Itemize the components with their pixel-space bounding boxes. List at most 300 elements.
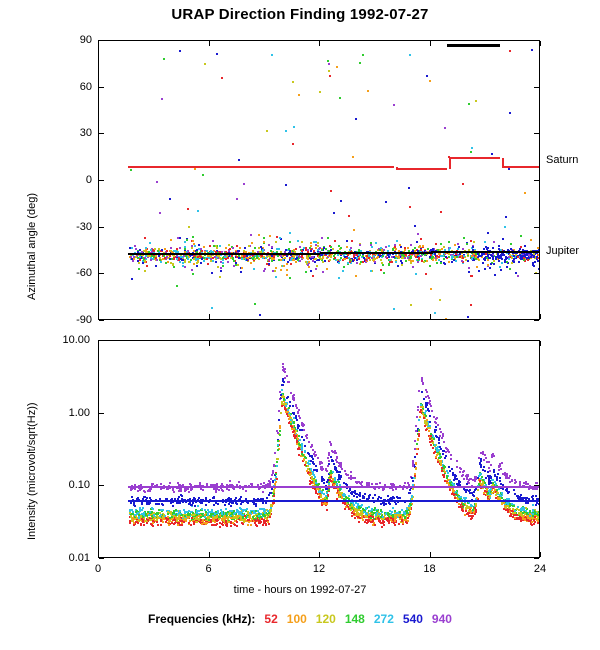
data-point — [359, 62, 361, 64]
data-point — [340, 200, 342, 202]
data-point — [307, 249, 309, 251]
data-point — [532, 264, 534, 266]
data-point — [226, 255, 228, 257]
data-point — [508, 256, 510, 258]
data-point — [330, 256, 332, 258]
data-point — [508, 477, 510, 479]
data-point — [409, 206, 411, 208]
data-point — [371, 257, 373, 259]
data-point — [238, 257, 240, 259]
data-point — [361, 504, 363, 506]
data-point — [236, 198, 238, 200]
data-point — [423, 398, 425, 400]
data-point — [135, 248, 137, 250]
data-point — [202, 174, 204, 176]
data-point — [348, 215, 350, 217]
data-point — [361, 481, 363, 483]
data-point — [355, 118, 357, 120]
data-point — [220, 270, 222, 272]
data-point — [193, 258, 195, 260]
data-point — [536, 482, 538, 484]
reference-curve-saturn — [449, 157, 501, 159]
data-point — [488, 467, 490, 469]
data-point — [210, 256, 212, 258]
data-point — [512, 260, 514, 262]
data-point — [490, 263, 492, 265]
data-point — [201, 258, 203, 260]
data-point — [313, 241, 315, 243]
data-point — [190, 524, 192, 526]
azimuth-y-axis-title: Azimuthal angle (deg) — [26, 192, 38, 300]
data-point — [446, 470, 448, 472]
data-point — [205, 497, 207, 499]
data-point — [380, 269, 382, 271]
data-point — [477, 258, 479, 260]
jupiter-label: Jupiter — [546, 245, 580, 257]
y-tick-label: -30 — [76, 220, 92, 233]
data-point — [489, 257, 491, 259]
data-point — [228, 244, 230, 246]
data-point — [193, 263, 195, 265]
data-point — [509, 50, 511, 52]
data-point — [426, 75, 428, 77]
data-point — [484, 257, 486, 259]
data-point — [389, 261, 391, 263]
data-point — [240, 271, 242, 273]
y-tick-label: 60 — [79, 80, 92, 93]
data-point — [216, 247, 218, 249]
y-tick-label: -60 — [76, 267, 92, 280]
data-point — [279, 237, 281, 239]
data-point — [191, 247, 193, 249]
data-point — [146, 265, 148, 267]
intensity-panel — [98, 340, 540, 558]
data-point — [478, 270, 480, 272]
data-point — [493, 263, 495, 265]
data-point — [144, 237, 146, 239]
data-point — [301, 256, 303, 258]
data-point — [241, 258, 243, 260]
data-point — [165, 262, 167, 264]
data-point — [467, 260, 469, 262]
data-point — [200, 502, 202, 504]
data-point — [181, 524, 183, 526]
data-point — [438, 253, 440, 255]
data-point — [425, 389, 427, 391]
data-point — [383, 272, 385, 274]
data-point — [326, 268, 328, 270]
data-point — [272, 270, 274, 272]
data-point — [467, 316, 469, 318]
data-point — [298, 415, 300, 417]
data-point — [221, 77, 223, 79]
data-point — [299, 260, 301, 262]
reference-curve-jupiter — [320, 252, 431, 254]
data-point — [268, 263, 270, 265]
data-point — [283, 381, 285, 383]
data-point — [298, 94, 300, 96]
data-point — [502, 238, 504, 240]
y-tick — [534, 87, 539, 88]
y-tick — [534, 273, 539, 274]
data-point — [338, 245, 340, 247]
data-point — [207, 263, 209, 265]
data-point — [484, 241, 486, 243]
data-point — [256, 257, 258, 259]
data-point — [420, 249, 422, 251]
data-point — [250, 234, 252, 236]
x-tick — [319, 314, 320, 319]
data-point — [471, 258, 473, 260]
data-point — [420, 255, 422, 257]
data-point — [409, 54, 411, 56]
data-point — [505, 256, 507, 258]
data-point — [399, 511, 401, 513]
data-point — [310, 446, 312, 448]
data-point — [468, 267, 470, 269]
data-point — [346, 257, 348, 259]
data-point — [193, 243, 195, 245]
data-point — [177, 237, 179, 239]
data-point — [438, 449, 440, 451]
data-point — [517, 506, 519, 508]
data-point — [396, 240, 398, 242]
data-point — [235, 264, 237, 266]
data-point — [305, 271, 307, 273]
data-point — [307, 264, 309, 266]
data-point — [429, 265, 431, 267]
data-point — [426, 260, 428, 262]
data-point — [401, 264, 403, 266]
data-point — [530, 253, 532, 255]
data-point — [327, 465, 329, 467]
data-point — [538, 254, 539, 256]
data-point — [423, 261, 425, 263]
data-point — [435, 257, 437, 259]
data-point — [339, 97, 341, 99]
data-point — [130, 169, 132, 171]
data-point — [514, 482, 516, 484]
data-point — [407, 247, 409, 249]
data-point — [533, 256, 535, 258]
data-point — [219, 522, 221, 524]
data-point — [161, 98, 163, 100]
data-point — [466, 243, 468, 245]
data-point — [530, 239, 532, 241]
data-point — [308, 266, 310, 268]
data-point — [412, 260, 414, 262]
data-point — [417, 406, 419, 408]
data-point — [212, 260, 214, 262]
data-point — [370, 270, 372, 272]
data-point — [359, 244, 361, 246]
data-point — [430, 288, 432, 290]
y-tick — [534, 133, 539, 134]
data-point — [156, 521, 158, 523]
data-point — [270, 250, 272, 252]
data-point — [463, 237, 465, 239]
data-point — [385, 201, 387, 203]
data-point — [246, 259, 248, 261]
data-point — [381, 262, 383, 264]
data-point — [211, 272, 213, 274]
data-point — [273, 258, 275, 260]
data-point — [315, 491, 317, 493]
data-point — [375, 242, 377, 244]
data-point — [417, 250, 419, 252]
data-point — [355, 275, 357, 277]
data-point — [250, 262, 252, 264]
data-point — [254, 303, 256, 305]
data-point — [322, 271, 324, 273]
data-point — [328, 260, 330, 262]
data-point — [282, 259, 284, 261]
data-point — [204, 63, 206, 65]
data-point — [509, 268, 511, 270]
data-point — [131, 247, 133, 249]
data-point — [131, 496, 133, 498]
x-tick — [98, 41, 99, 46]
data-point — [286, 375, 288, 377]
x-tick — [540, 314, 541, 319]
data-point — [392, 507, 394, 509]
data-point — [188, 226, 190, 228]
data-point — [150, 259, 152, 261]
data-point — [149, 255, 151, 257]
data-point — [421, 260, 423, 262]
data-point — [481, 254, 483, 256]
data-point — [475, 100, 477, 102]
data-point — [513, 255, 515, 257]
y-tick — [99, 273, 104, 274]
data-point — [293, 126, 295, 128]
data-point — [334, 240, 336, 242]
data-point — [292, 81, 294, 83]
data-point — [313, 250, 315, 252]
data-point — [455, 260, 457, 262]
data-point — [537, 247, 539, 249]
data-point — [275, 276, 277, 278]
data-point — [196, 265, 198, 267]
data-point — [314, 261, 316, 263]
data-point — [135, 256, 137, 258]
data-point — [444, 263, 446, 265]
data-point — [226, 523, 228, 525]
data-point — [408, 187, 410, 189]
data-point — [410, 262, 412, 264]
data-point — [493, 260, 495, 262]
data-point — [527, 259, 529, 261]
data-point — [280, 412, 282, 414]
data-point — [315, 258, 317, 260]
data-point — [286, 274, 288, 276]
y-tick-label: -90 — [76, 314, 92, 326]
data-point — [172, 264, 174, 266]
data-point — [291, 257, 293, 259]
data-point — [339, 259, 341, 261]
data-point — [263, 237, 265, 239]
data-point — [392, 248, 394, 250]
data-point — [487, 259, 489, 261]
data-point — [391, 261, 393, 263]
data-point — [510, 243, 512, 245]
data-point — [262, 249, 264, 251]
data-point — [400, 246, 402, 248]
data-point — [237, 250, 239, 252]
data-point — [465, 259, 467, 261]
data-point — [538, 268, 539, 270]
data-point — [200, 262, 202, 264]
data-point — [155, 265, 157, 267]
data-point — [303, 247, 305, 249]
data-point — [352, 156, 354, 158]
data-point — [263, 270, 265, 272]
data-point — [172, 505, 174, 507]
data-point — [459, 256, 461, 258]
data-point — [244, 247, 246, 249]
data-point — [349, 249, 351, 251]
data-point — [425, 273, 427, 275]
data-point — [473, 491, 475, 493]
data-point — [407, 257, 409, 259]
data-point — [179, 237, 181, 239]
data-point — [477, 489, 479, 491]
data-point — [419, 245, 421, 247]
data-point — [167, 261, 169, 263]
data-point — [138, 262, 140, 264]
data-point — [463, 255, 465, 257]
data-point — [203, 246, 205, 248]
data-point — [414, 456, 416, 458]
data-point — [312, 256, 314, 258]
data-point — [274, 452, 276, 454]
data-point — [269, 235, 271, 237]
data-point — [347, 262, 349, 264]
data-point — [359, 263, 361, 265]
reference-curve-saturn-step — [449, 158, 451, 169]
data-point — [456, 460, 458, 462]
data-point — [145, 250, 147, 252]
data-point — [435, 259, 437, 261]
data-point — [358, 254, 360, 256]
data-point — [534, 261, 536, 263]
data-point — [330, 190, 332, 192]
data-point — [356, 259, 358, 261]
data-point — [509, 481, 511, 483]
data-point — [520, 235, 522, 237]
data-point — [179, 50, 181, 52]
data-point — [257, 510, 259, 512]
data-point — [350, 471, 352, 473]
data-point — [397, 265, 399, 267]
data-point — [290, 259, 292, 261]
data-point — [518, 261, 520, 263]
data-point — [517, 275, 519, 277]
data-point — [445, 256, 447, 258]
data-point — [420, 238, 422, 240]
data-point — [429, 80, 431, 82]
data-point — [227, 257, 229, 259]
data-point — [389, 259, 391, 261]
data-point — [379, 482, 381, 484]
data-point — [531, 49, 533, 51]
data-point — [258, 258, 260, 260]
data-point — [497, 255, 499, 257]
y-tick — [534, 180, 539, 181]
x-tick — [209, 314, 210, 319]
data-point — [251, 242, 253, 244]
data-point — [452, 474, 454, 476]
data-point — [336, 66, 338, 68]
data-point — [184, 241, 186, 243]
data-point — [129, 522, 131, 524]
data-point — [432, 259, 434, 261]
data-point — [271, 255, 273, 257]
data-point — [495, 258, 497, 260]
data-point — [260, 246, 262, 248]
data-point — [462, 257, 464, 259]
data-point — [224, 504, 226, 506]
data-point — [415, 273, 417, 275]
data-point — [285, 184, 287, 186]
data-point — [131, 278, 133, 280]
x-tick — [430, 314, 431, 319]
data-point — [437, 424, 439, 426]
data-point — [346, 240, 348, 242]
data-point — [325, 248, 327, 250]
data-point — [499, 266, 501, 268]
data-point — [470, 240, 472, 242]
data-point — [436, 262, 438, 264]
azimuth-plot-area — [99, 41, 539, 319]
data-point — [324, 260, 326, 262]
data-point — [288, 248, 290, 250]
data-point — [222, 265, 224, 267]
data-point — [192, 240, 194, 242]
x-tick — [98, 314, 99, 319]
data-point — [156, 259, 158, 261]
data-point — [276, 236, 278, 238]
data-point — [303, 439, 305, 441]
data-point — [484, 454, 486, 456]
data-point — [285, 130, 287, 132]
data-point — [462, 183, 464, 185]
data-point — [286, 269, 288, 271]
data-point — [326, 509, 328, 511]
data-point — [220, 258, 222, 260]
data-point — [254, 247, 256, 249]
data-point — [343, 266, 345, 268]
data-point — [266, 497, 268, 499]
data-point — [299, 256, 301, 258]
data-point — [412, 266, 414, 268]
data-point — [175, 509, 177, 511]
data-point — [312, 275, 314, 277]
data-point — [498, 245, 500, 247]
data-point — [438, 256, 440, 258]
data-point — [511, 262, 513, 264]
data-point — [198, 244, 200, 246]
y-tick — [99, 320, 104, 321]
data-point — [344, 470, 346, 472]
data-point — [449, 247, 451, 249]
data-point — [191, 269, 193, 271]
data-point — [222, 490, 224, 492]
data-point — [354, 257, 356, 259]
data-point — [179, 247, 181, 249]
y-tick — [99, 133, 104, 134]
data-point — [286, 263, 288, 265]
